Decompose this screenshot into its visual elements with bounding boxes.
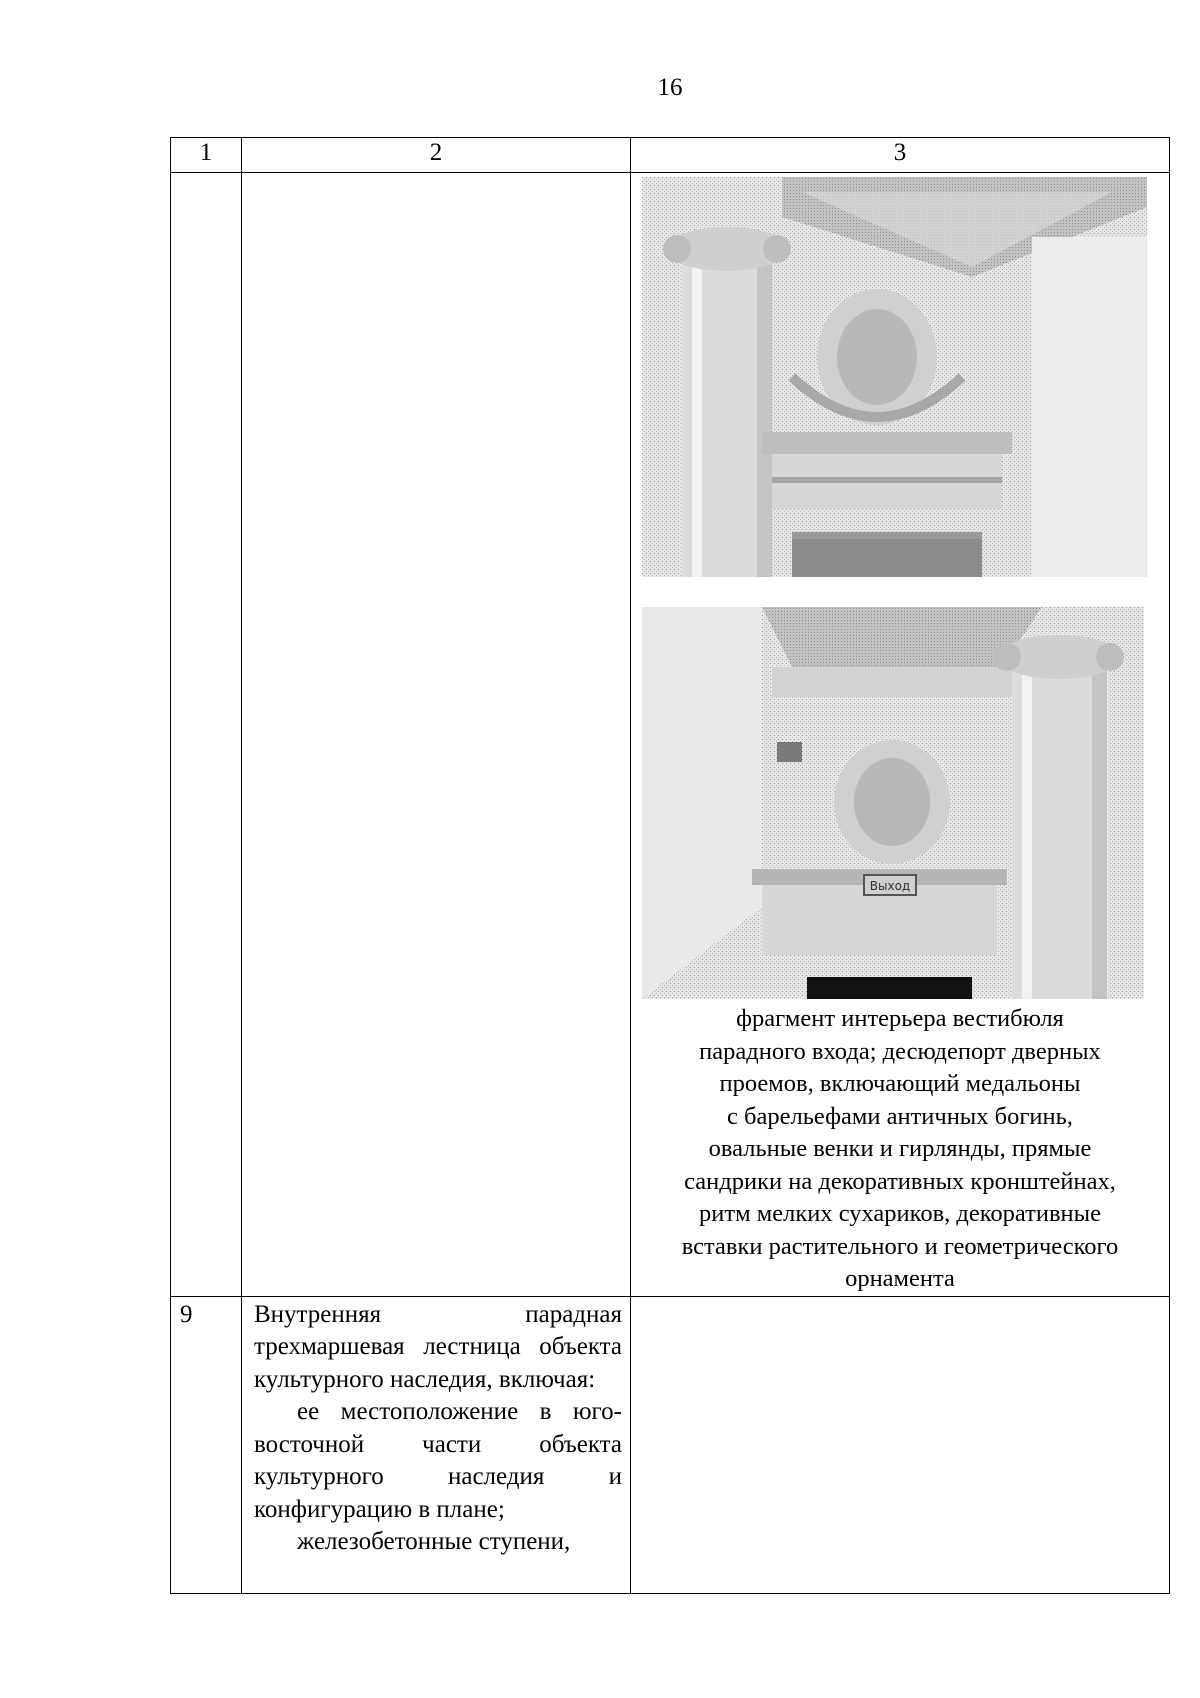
empty-photo-cell (631, 1296, 1170, 1593)
description-paragraph: ее местоположение в юго-восточной части объекта культурного наследия и конфигурацию в плане; (254, 1398, 622, 1523)
photo-caption (631, 1003, 1169, 1296)
protected-elements-table (170, 137, 1170, 1594)
caption-line: фрагмент интерьера вестибюля (736, 1005, 1064, 1032)
exit-sign-text: Выход (869, 879, 911, 893)
caption-line: парадного входа; десюдепорт дверных (699, 1037, 1101, 1065)
caption-line: вставки растительного и геометрического (681, 1232, 1119, 1260)
header-col-1: 1 (171, 138, 242, 173)
caption-line: орнамента (845, 1265, 955, 1292)
page-number: 16 (657, 74, 683, 101)
vestibule-photo-1 (642, 177, 1147, 577)
caption-line: проемов, включающий медальоны (719, 1070, 1081, 1097)
description-paragraph: Внутренняя парадная трехмаршевая лестница объекта культурного наследия, включая: (254, 1300, 622, 1393)
caption-line: ритм мелких сухариков, декоративные (699, 1200, 1101, 1227)
caption-line: овальные венки и гирлянды, прямые (708, 1135, 1092, 1162)
empty-description-cell (242, 173, 631, 1297)
row-9 (171, 1296, 1170, 1593)
description-paragraph: железобетонные ступени, (297, 1528, 571, 1555)
caption-line: с барельефами античных богинь, (727, 1102, 1073, 1130)
image-row (171, 173, 1170, 1297)
row-description (242, 1296, 631, 1593)
header-col-2: 2 (242, 138, 631, 173)
empty-number-cell (171, 173, 242, 1297)
photo-cell (631, 173, 1170, 1297)
row-number: 9 (171, 1296, 242, 1593)
header-row (171, 138, 1170, 173)
vestibule-photo-2 (642, 607, 1144, 999)
header-col-3: 3 (631, 138, 1170, 173)
caption-line: сандрики на декоративных кронштейнах, (684, 1167, 1116, 1195)
